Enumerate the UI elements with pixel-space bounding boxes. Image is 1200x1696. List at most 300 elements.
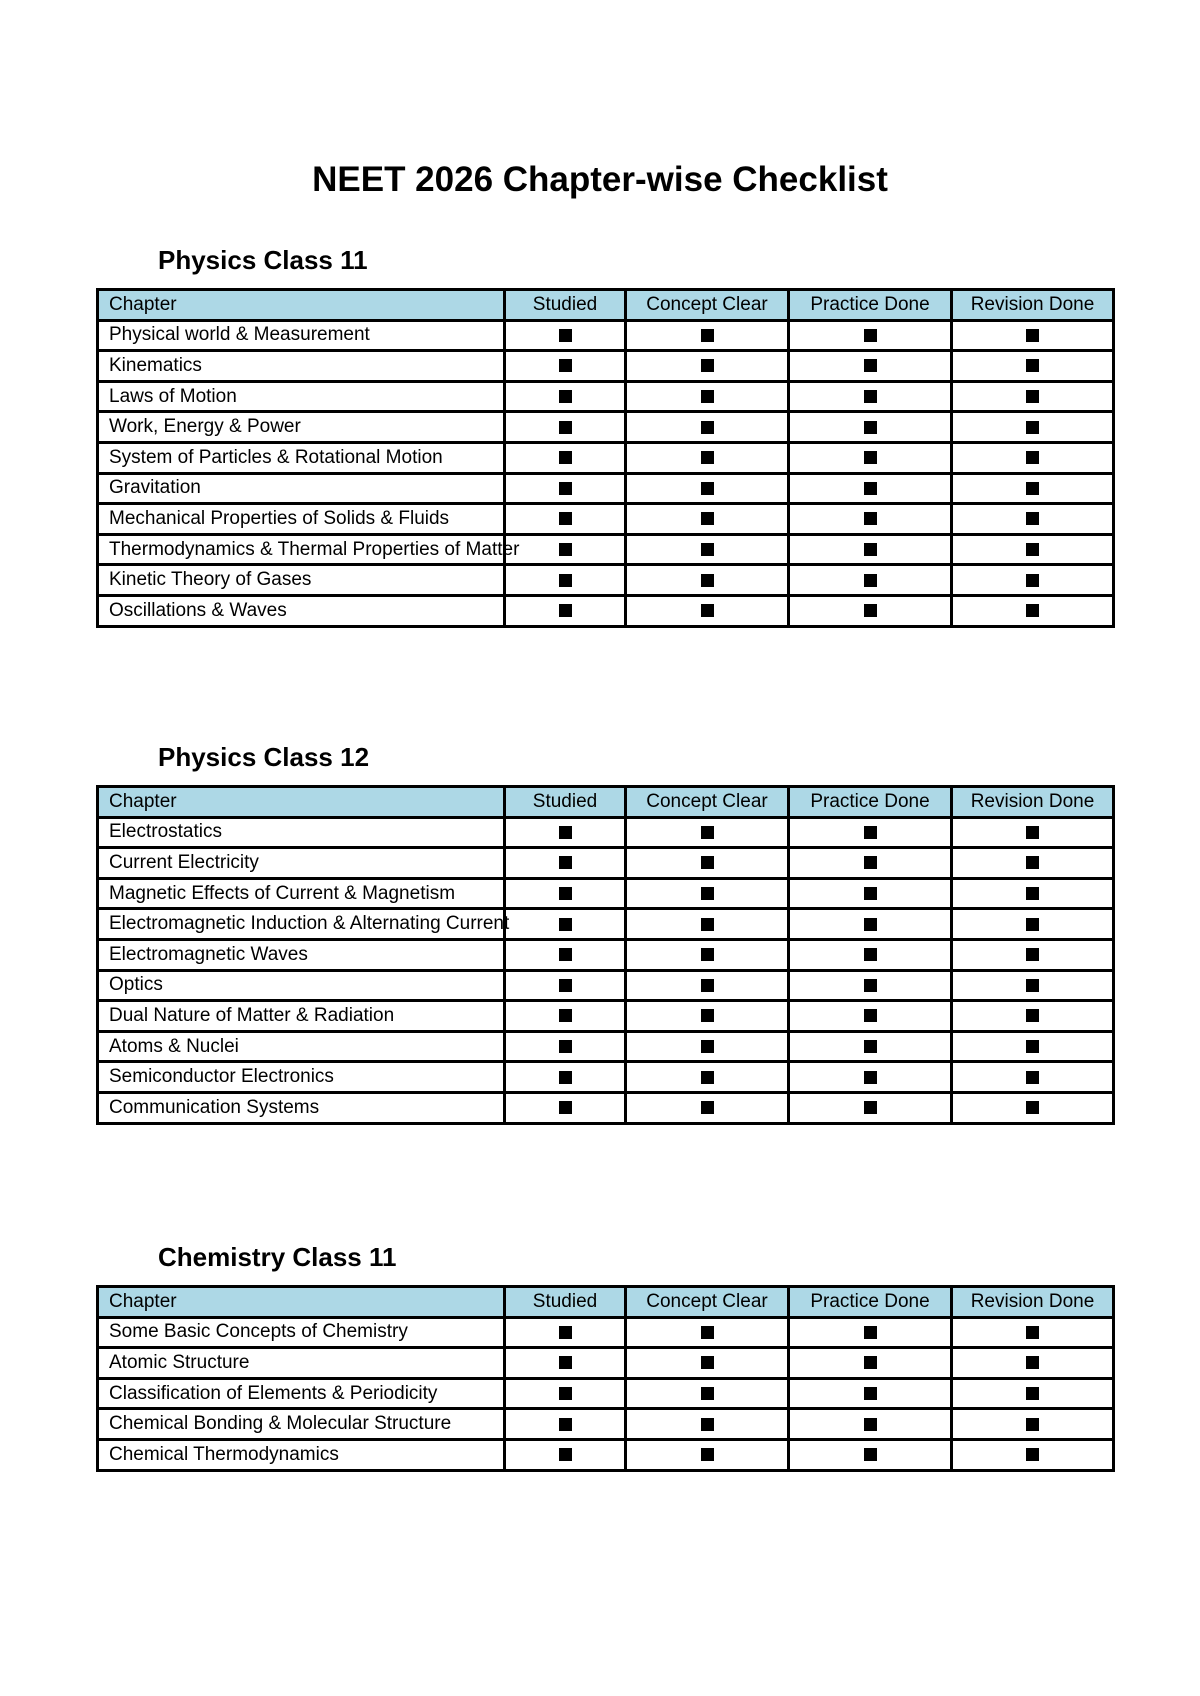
chapter-name: Some Basic Concepts of Chemistry	[109, 1321, 408, 1343]
filled-square-icon[interactable]	[701, 1448, 714, 1461]
filled-square-icon[interactable]	[559, 1040, 572, 1053]
checkbox-cell[interactable]	[505, 1409, 626, 1440]
filled-square-icon[interactable]	[1026, 1387, 1039, 1400]
chapter-name: System of Particles & Rotational Motion	[109, 446, 443, 468]
filled-square-icon[interactable]	[1026, 451, 1039, 464]
filled-square-icon[interactable]	[559, 390, 572, 403]
table-row	[98, 534, 1114, 565]
checkbox-cell[interactable]	[505, 939, 626, 970]
chapter-name: Electrostatics	[109, 821, 222, 843]
filled-square-icon[interactable]	[864, 574, 877, 587]
checkbox-cell[interactable]	[789, 1062, 952, 1093]
section-title: Chemistry Class 11	[158, 1242, 397, 1272]
filled-square-icon[interactable]	[1026, 390, 1039, 403]
filled-square-icon[interactable]	[864, 421, 877, 434]
column-header: Revision Done	[952, 1287, 1114, 1318]
filled-square-icon[interactable]	[1026, 1356, 1039, 1369]
checkbox-cell[interactable]	[626, 1409, 789, 1440]
filled-square-icon[interactable]	[1026, 918, 1039, 931]
filled-square-icon[interactable]	[701, 1009, 714, 1022]
chapter-name-cell	[98, 1031, 505, 1062]
filled-square-icon[interactable]	[559, 329, 572, 342]
checkbox-cell[interactable]	[952, 1092, 1114, 1123]
filled-square-icon[interactable]	[701, 1356, 714, 1369]
filled-square-icon[interactable]	[1026, 329, 1039, 342]
checkbox-cell[interactable]	[789, 909, 952, 940]
chapter-name-cell	[98, 442, 505, 473]
checkbox-cell[interactable]	[505, 351, 626, 382]
checkbox-cell[interactable]	[505, 534, 626, 565]
filled-square-icon[interactable]	[701, 948, 714, 961]
checkbox-cell[interactable]	[505, 565, 626, 596]
filled-square-icon[interactable]	[1026, 948, 1039, 961]
chapter-name: Work, Energy & Power	[109, 416, 301, 438]
filled-square-icon[interactable]	[701, 1418, 714, 1431]
filled-square-icon[interactable]	[701, 421, 714, 434]
checkbox-cell[interactable]	[952, 1439, 1114, 1470]
chapter-name: Current Electricity	[109, 851, 259, 873]
filled-square-icon[interactable]	[701, 329, 714, 342]
table-row	[98, 381, 1114, 412]
checkbox-cell[interactable]	[952, 1031, 1114, 1062]
table-header-row	[98, 787, 1114, 818]
filled-square-icon[interactable]	[1026, 604, 1039, 617]
chapter-name: Chemical Bonding & Molecular Structure	[109, 1413, 452, 1435]
filled-square-icon[interactable]	[559, 512, 572, 525]
checkbox-cell[interactable]	[626, 381, 789, 412]
checkbox-cell[interactable]	[952, 1378, 1114, 1409]
filled-square-icon[interactable]	[559, 887, 572, 900]
filled-square-icon[interactable]	[559, 574, 572, 587]
chapter-name-cell	[98, 1317, 505, 1348]
checkbox-cell[interactable]	[952, 1001, 1114, 1032]
filled-square-icon[interactable]	[1026, 1071, 1039, 1084]
checkbox-cell[interactable]	[626, 412, 789, 443]
filled-square-icon[interactable]	[559, 421, 572, 434]
checkbox-cell[interactable]	[789, 1031, 952, 1062]
checkbox-cell[interactable]	[952, 381, 1114, 412]
checkbox-cell[interactable]	[952, 412, 1114, 443]
table-row	[98, 1001, 1114, 1032]
filled-square-icon[interactable]	[559, 1418, 572, 1431]
filled-square-icon[interactable]	[864, 1387, 877, 1400]
checkbox-cell[interactable]	[626, 1378, 789, 1409]
checkbox-cell[interactable]	[952, 1409, 1114, 1440]
checkbox-cell[interactable]	[505, 1092, 626, 1123]
checkbox-cell[interactable]	[952, 878, 1114, 909]
chapter-name-cell	[98, 565, 505, 596]
checkbox-cell[interactable]	[952, 504, 1114, 535]
filled-square-icon[interactable]	[701, 451, 714, 464]
filled-square-icon[interactable]	[864, 604, 877, 617]
table-row	[98, 1348, 1114, 1379]
filled-square-icon[interactable]	[864, 1356, 877, 1369]
section-title: Physics Class 11	[158, 245, 368, 275]
checkbox-cell[interactable]	[789, 473, 952, 504]
checkbox-cell[interactable]	[789, 381, 952, 412]
chapter-name: Oscillations & Waves	[109, 599, 287, 621]
filled-square-icon[interactable]	[701, 856, 714, 869]
page-title: NEET 2026 Chapter-wise Checklist	[312, 160, 888, 199]
chapter-name: Gravitation	[109, 477, 201, 499]
filled-square-icon[interactable]	[559, 1009, 572, 1022]
checkbox-cell[interactable]	[505, 381, 626, 412]
filled-square-icon[interactable]	[864, 887, 877, 900]
chapter-name-cell	[98, 473, 505, 504]
chapter-name-cell	[98, 817, 505, 848]
filled-square-icon[interactable]	[701, 543, 714, 556]
filled-square-icon[interactable]	[1026, 543, 1039, 556]
filled-square-icon[interactable]	[559, 979, 572, 992]
checkbox-cell[interactable]	[626, 534, 789, 565]
chapter-name: Optics	[109, 974, 163, 996]
checkbox-cell[interactable]	[952, 970, 1114, 1001]
filled-square-icon[interactable]	[701, 979, 714, 992]
filled-square-icon[interactable]	[864, 1418, 877, 1431]
checkbox-cell[interactable]	[789, 817, 952, 848]
checklist-table	[96, 1285, 1115, 1472]
checkbox-cell[interactable]	[952, 848, 1114, 879]
filled-square-icon[interactable]	[864, 359, 877, 372]
filled-square-icon[interactable]	[864, 1448, 877, 1461]
filled-square-icon[interactable]	[559, 1101, 572, 1114]
checkbox-cell[interactable]	[952, 442, 1114, 473]
filled-square-icon[interactable]	[701, 390, 714, 403]
filled-square-icon[interactable]	[559, 856, 572, 869]
chapter-name: Electromagnetic Waves	[109, 943, 308, 965]
filled-square-icon[interactable]	[864, 482, 877, 495]
filled-square-icon[interactable]	[864, 826, 877, 839]
filled-square-icon[interactable]	[1026, 1040, 1039, 1053]
checkbox-cell[interactable]	[952, 909, 1114, 940]
checkbox-cell[interactable]	[505, 320, 626, 351]
filled-square-icon[interactable]	[864, 512, 877, 525]
checkbox-cell[interactable]	[505, 1031, 626, 1062]
checkbox-cell[interactable]	[952, 473, 1114, 504]
table-row	[98, 351, 1114, 382]
table-row	[98, 1062, 1114, 1093]
checkbox-cell[interactable]	[789, 351, 952, 382]
filled-square-icon[interactable]	[864, 1326, 877, 1339]
checkbox-cell[interactable]	[789, 878, 952, 909]
checkbox-cell[interactable]	[505, 504, 626, 535]
checkbox-cell[interactable]	[789, 412, 952, 443]
filled-square-icon[interactable]	[1026, 826, 1039, 839]
filled-square-icon[interactable]	[559, 826, 572, 839]
checkbox-cell[interactable]	[505, 1001, 626, 1032]
checkbox-cell[interactable]	[952, 595, 1114, 626]
table-row	[98, 1409, 1114, 1440]
filled-square-icon[interactable]	[701, 482, 714, 495]
checkbox-cell[interactable]	[626, 878, 789, 909]
checkbox-cell[interactable]	[505, 442, 626, 473]
chapter-name: Chemical Thermodynamics	[109, 1443, 339, 1465]
chapter-name: Classification of Elements & Periodicity	[109, 1382, 438, 1404]
checkbox-cell[interactable]	[789, 534, 952, 565]
table-row	[98, 412, 1114, 443]
table-row	[98, 1378, 1114, 1409]
checkbox-cell[interactable]	[626, 595, 789, 626]
chapter-name-cell	[98, 1001, 505, 1032]
table-header-row	[98, 290, 1114, 321]
chapter-name-cell	[98, 848, 505, 879]
filled-square-icon[interactable]	[559, 1326, 572, 1339]
chapter-name-cell	[98, 970, 505, 1001]
filled-square-icon[interactable]	[701, 512, 714, 525]
chapter-name-cell	[98, 320, 505, 351]
column-header: Studied	[505, 787, 626, 818]
checkbox-cell[interactable]	[952, 817, 1114, 848]
checkbox-cell[interactable]	[505, 878, 626, 909]
filled-square-icon[interactable]	[559, 359, 572, 372]
filled-square-icon[interactable]	[701, 1326, 714, 1339]
filled-square-icon[interactable]	[1026, 1448, 1039, 1461]
table-row	[98, 817, 1114, 848]
column-header: Studied	[505, 290, 626, 321]
filled-square-icon[interactable]	[864, 543, 877, 556]
checklist-table	[96, 288, 1115, 628]
filled-square-icon[interactable]	[701, 574, 714, 587]
column-header: Chapter	[98, 787, 505, 818]
table-row	[98, 442, 1114, 473]
chapter-name: Electromagnetic Induction & Alternating Current	[109, 913, 510, 935]
filled-square-icon[interactable]	[1026, 512, 1039, 525]
checkbox-cell[interactable]	[626, 848, 789, 879]
filled-square-icon[interactable]	[864, 1040, 877, 1053]
checkbox-cell[interactable]	[505, 970, 626, 1001]
filled-square-icon[interactable]	[701, 887, 714, 900]
chapter-name: Magnetic Effects of Current & Magnetism	[109, 882, 456, 904]
checkbox-cell[interactable]	[626, 1092, 789, 1123]
checkbox-cell[interactable]	[626, 565, 789, 596]
table-row	[98, 878, 1114, 909]
chapter-name-cell	[98, 1439, 505, 1470]
table-row	[98, 473, 1114, 504]
filled-square-icon[interactable]	[559, 1448, 572, 1461]
filled-square-icon[interactable]	[559, 482, 572, 495]
checkbox-cell[interactable]	[789, 504, 952, 535]
filled-square-icon[interactable]	[1026, 979, 1039, 992]
checkbox-cell[interactable]	[505, 1439, 626, 1470]
table-row	[98, 1439, 1114, 1470]
filled-square-icon[interactable]	[864, 451, 877, 464]
filled-square-icon[interactable]	[559, 1071, 572, 1084]
checkbox-cell[interactable]	[789, 1092, 952, 1123]
checkbox-cell[interactable]	[952, 1348, 1114, 1379]
checkbox-cell[interactable]	[952, 534, 1114, 565]
chapter-name: Thermodynamics & Thermal Properties of Matter	[109, 538, 520, 560]
checkbox-cell[interactable]	[505, 1317, 626, 1348]
checkbox-cell[interactable]	[505, 473, 626, 504]
checkbox-cell[interactable]	[789, 1409, 952, 1440]
checklist-table	[96, 785, 1115, 1125]
checkbox-cell[interactable]	[789, 970, 952, 1001]
chapter-name-cell	[98, 504, 505, 535]
filled-square-icon[interactable]	[1026, 359, 1039, 372]
chapter-name: Semiconductor Electronics	[109, 1066, 334, 1088]
checkbox-cell[interactable]	[626, 1317, 789, 1348]
chapter-name-cell	[98, 909, 510, 940]
column-header: Practice Done	[789, 1287, 952, 1318]
checkbox-cell[interactable]	[789, 442, 952, 473]
chapter-name-cell	[98, 412, 505, 443]
checkbox-cell[interactable]	[952, 320, 1114, 351]
filled-square-icon[interactable]	[701, 1040, 714, 1053]
filled-square-icon[interactable]	[864, 1071, 877, 1084]
chapter-name-cell	[98, 1348, 505, 1379]
checkbox-cell[interactable]	[505, 909, 626, 940]
filled-square-icon[interactable]	[1026, 1418, 1039, 1431]
filled-square-icon[interactable]	[559, 918, 572, 931]
table-row	[98, 1031, 1114, 1062]
filled-square-icon[interactable]	[1026, 1101, 1039, 1114]
filled-square-icon[interactable]	[559, 1387, 572, 1400]
checkbox-cell[interactable]	[626, 939, 789, 970]
filled-square-icon[interactable]	[701, 826, 714, 839]
checkbox-cell[interactable]	[626, 473, 789, 504]
checkbox-cell[interactable]	[952, 939, 1114, 970]
table-row	[98, 1317, 1114, 1348]
checkbox-cell[interactable]	[626, 351, 789, 382]
checkbox-cell[interactable]	[952, 565, 1114, 596]
filled-square-icon[interactable]	[1026, 574, 1039, 587]
filled-square-icon[interactable]	[864, 979, 877, 992]
chapter-name-cell	[98, 1378, 505, 1409]
checkbox-cell[interactable]	[626, 442, 789, 473]
chapter-name: Atoms & Nuclei	[109, 1035, 239, 1057]
column-header: Chapter	[98, 290, 505, 321]
table-row	[98, 595, 1114, 626]
section-title: Physics Class 12	[158, 742, 370, 772]
chapter-name: Communication Systems	[109, 1096, 320, 1118]
checkbox-cell[interactable]	[789, 1348, 952, 1379]
filled-square-icon[interactable]	[559, 451, 572, 464]
checkbox-cell[interactable]	[626, 817, 789, 848]
filled-square-icon[interactable]	[1026, 1326, 1039, 1339]
filled-square-icon[interactable]	[864, 329, 877, 342]
checkbox-cell[interactable]	[505, 595, 626, 626]
table-row	[98, 565, 1114, 596]
table-row	[98, 939, 1114, 970]
checkbox-cell[interactable]	[789, 1378, 952, 1409]
filled-square-icon[interactable]	[559, 948, 572, 961]
checkbox-cell[interactable]	[626, 970, 789, 1001]
checkbox-cell[interactable]	[505, 1378, 626, 1409]
chapter-name-cell	[98, 595, 505, 626]
chapter-name: Dual Nature of Matter & Radiation	[109, 1004, 395, 1026]
checkbox-cell[interactable]	[505, 1348, 626, 1379]
checkbox-cell[interactable]	[626, 320, 789, 351]
filled-square-icon[interactable]	[1026, 1009, 1039, 1022]
chapter-name: Atomic Structure	[109, 1351, 250, 1373]
checkbox-cell[interactable]	[505, 1062, 626, 1093]
chapter-name: Mechanical Properties of Solids & Fluids	[109, 507, 450, 529]
filled-square-icon[interactable]	[701, 1387, 714, 1400]
filled-square-icon[interactable]	[864, 1009, 877, 1022]
table-row	[98, 320, 1114, 351]
filled-square-icon[interactable]	[701, 359, 714, 372]
filled-square-icon[interactable]	[1026, 482, 1039, 495]
checkbox-cell[interactable]	[789, 1317, 952, 1348]
table-row	[98, 504, 1114, 535]
column-header: Chapter	[98, 1287, 505, 1318]
chapter-name-cell	[98, 351, 505, 382]
checkbox-cell[interactable]	[505, 848, 626, 879]
chapter-name-cell	[98, 1409, 505, 1440]
column-header: Revision Done	[952, 290, 1114, 321]
column-header: Revision Done	[952, 787, 1114, 818]
filled-square-icon[interactable]	[1026, 887, 1039, 900]
filled-square-icon[interactable]	[864, 948, 877, 961]
column-header: Concept Clear	[626, 1287, 789, 1318]
table-row	[98, 970, 1114, 1001]
checkbox-cell[interactable]	[789, 1001, 952, 1032]
table-row	[98, 848, 1114, 879]
chapter-name-cell	[98, 1062, 505, 1093]
table-header-row	[98, 1287, 1114, 1318]
filled-square-icon[interactable]	[701, 1101, 714, 1114]
checkbox-cell[interactable]	[626, 1031, 789, 1062]
filled-square-icon[interactable]	[701, 1071, 714, 1084]
filled-square-icon[interactable]	[1026, 856, 1039, 869]
checkbox-cell[interactable]	[626, 1001, 789, 1032]
chapter-name: Kinetic Theory of Gases	[109, 569, 312, 591]
filled-square-icon[interactable]	[1026, 421, 1039, 434]
filled-square-icon[interactable]	[864, 390, 877, 403]
chapter-name: Physical world & Measurement	[109, 324, 370, 346]
chapter-name-cell	[98, 1092, 505, 1123]
checkbox-cell[interactable]	[952, 1317, 1114, 1348]
filled-square-icon[interactable]	[559, 604, 572, 617]
checkbox-cell[interactable]	[626, 1348, 789, 1379]
checkbox-cell[interactable]	[789, 565, 952, 596]
column-header: Concept Clear	[626, 787, 789, 818]
checkbox-cell[interactable]	[505, 412, 626, 443]
checkbox-cell[interactable]	[789, 1439, 952, 1470]
checkbox-cell[interactable]	[789, 320, 952, 351]
checkbox-cell[interactable]	[626, 1062, 789, 1093]
chapter-name: Laws of Motion	[109, 385, 237, 407]
filled-square-icon[interactable]	[701, 918, 714, 931]
chapter-name-cell	[98, 878, 505, 909]
chapter-name-cell	[98, 939, 505, 970]
table-row	[98, 909, 1114, 940]
chapter-name-cell	[98, 381, 505, 412]
column-header: Practice Done	[789, 787, 952, 818]
filled-square-icon[interactable]	[701, 604, 714, 617]
checkbox-cell[interactable]	[789, 848, 952, 879]
column-header: Concept Clear	[626, 290, 789, 321]
checkbox-cell[interactable]	[505, 817, 626, 848]
chapter-name: Kinematics	[109, 354, 202, 376]
filled-square-icon[interactable]	[864, 856, 877, 869]
checkbox-cell[interactable]	[789, 939, 952, 970]
checkbox-cell[interactable]	[952, 351, 1114, 382]
filled-square-icon[interactable]	[864, 1101, 877, 1114]
filled-square-icon[interactable]	[864, 918, 877, 931]
filled-square-icon[interactable]	[559, 543, 572, 556]
checkbox-cell[interactable]	[789, 595, 952, 626]
checkbox-cell[interactable]	[626, 1439, 789, 1470]
checkbox-cell[interactable]	[952, 1062, 1114, 1093]
column-header: Practice Done	[789, 290, 952, 321]
filled-square-icon[interactable]	[559, 1356, 572, 1369]
column-header: Studied	[505, 1287, 626, 1318]
checkbox-cell[interactable]	[626, 504, 789, 535]
chapter-name-cell	[98, 534, 520, 565]
checkbox-cell[interactable]	[626, 909, 789, 940]
table-row	[98, 1092, 1114, 1123]
